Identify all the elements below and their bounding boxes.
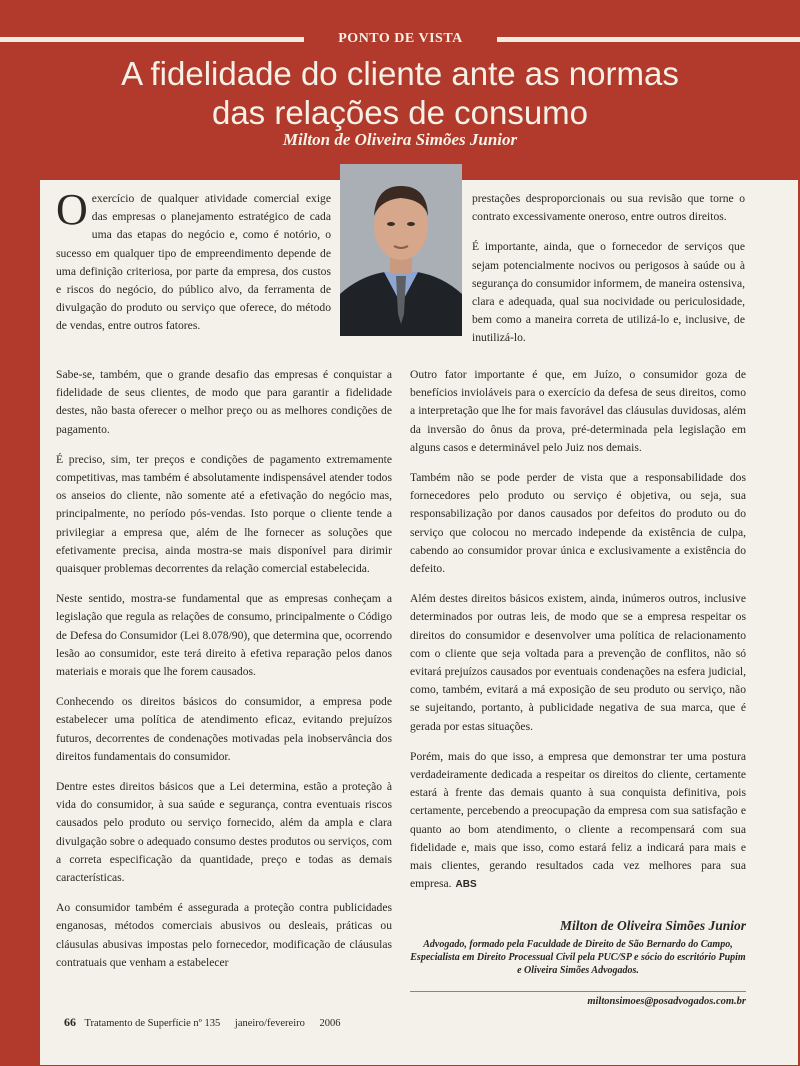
article-title: [40, 54, 760, 132]
paragraph: Dentre estes direitos básicos que a Lei determina, estão a proteção à vida do consumidor, à sua saúde e segurança, contra eventuais riscos causados pelo produto ou serviço fornecido, além da ampla e clara divulgação sobre o adequado consumo destes produtos ou serviços, com a correta especificação da quantidade, preço e todas as demais características.: [56, 780, 392, 885]
paragraph: Também não se pode perder de vista que a responsabilidade dos fornecedores pelo produto ou serviço é objetiva, ou seja, sua responsabilização por danos causados por defeitos do produto ou do serviço que colocou no mercado independe da existência de culpa, cabendo ao consumidor provar única e exclusivamente a existência do defeito.: [410, 471, 746, 576]
section-label: PONTO DE VISTA: [338, 31, 463, 46]
title-line-2: das relações de consumo: [211, 94, 589, 131]
drop-cap: O: [56, 185, 88, 234]
column-right-intro: [472, 190, 745, 360]
issue-months: janeiro/fevereiro: [234, 1018, 305, 1029]
section-header: [0, 30, 800, 48]
column-left: [56, 366, 392, 984]
byline: Milton de Oliveira Simões Junior: [282, 130, 518, 149]
author-email: miltonsimoes@posadvogados.com.br: [410, 991, 746, 1007]
page-number: 66: [64, 1015, 76, 1029]
paragraph: É preciso, sim, ter preços e condições de pagamento extremamente competitivas, mas também é absolutamente indispensável atender todos os anseios do cliente, não somente até a efetivação do negócio mas, principalmente, no período pós-vendas. Isto porque o cliente tende a privilegiar a empresa que, além de lhe fornecer as soluções que efetivamente precisa, ainda mostra-se mais disponível para dirimir quaisquer problemas decorrentes da relação comercial estabelecida.: [56, 452, 392, 576]
portrait-illustration: [340, 164, 462, 336]
intro-text: exercício de qualquer atividade comercial exige das empresas o planejamento estratégico de cada uma das etapas do negócio e, como é notório, o sucesso em qualquer tipo de empreendimento depende de uma definição criteriosa, por parte da empresa, dos custos e riscos do negócio, do público alvo, da ferramenta de divulgação do produto ou serviço que oferece, do método de vendas, entre outros fatores.: [56, 192, 331, 333]
page-footer: [64, 1015, 353, 1030]
issue-year: 2006: [319, 1018, 341, 1029]
paragraph: Sabe-se, também, que o grande desafio das empresas é conquistar a fidelidade de seus clientes, de modo que para garantir a fidelidade destes, não basta oferecer o melhor preço ou as melhores condições de pagamento.: [56, 368, 392, 436]
closing-text: Porém, mais do que isso, a empresa que demonstrar ter uma postura verdadeiramente dedicada a respeitar os direitos do cliente, certamente estará à frente das demais quanto à sua conquista definitiva, pois certamente, percebendo a preocupação da empresa com sua satisfação e quanto ao bom atendimento, o cliente a recompensará com sua fidelidade e, mais que isso, como estará feliz a indicará para mais e mais clientes, gerando resultados cada vez melhores para sua empresa.: [410, 749, 746, 891]
magazine-name: Tratamento de Superfície nº 135: [84, 1018, 221, 1029]
header-rule-right: [497, 37, 800, 42]
author-bio: Advogado, formado pela Faculdade de Direito de São Bernardo do Campo, Especialista em Direito Processual Civil pela PUC/SP e sócio do escritório Pupim e Oliveira Simões Advogados.: [410, 939, 746, 976]
end-mark: ABS: [455, 879, 477, 891]
paragraph: Além destes direitos básicos existem, ainda, inúmeros outros, inclusive determinados por outras leis, de modo que se a empresa respeitar os direitos do consumidor e desenvolver uma política de relacionamento com o cliente que seja voltada para a prevenção de conflitos, não só evitará prejuízos causados por eventuais condenações na esfera judicial, como, também, evitará a má exposição de seu produto ou serviço, não se sujeitando, portanto, à publicidade negativa de sua marca, que é gerada por estas situações.: [410, 592, 746, 733]
intro-paragraph: [56, 185, 331, 336]
paragraph: Outro fator importante é que, em Juízo, o consumidor goza de benefícios invioláveis para o exercício da defesa de seus direitos, como a interpretação que lhe for mais favorável das cláusulas duvidosas, além da inversão do ônus da prova, pré-determinada pela legislação em alguns casos e determinável pelo Juiz nos demais.: [410, 368, 746, 454]
paragraph: Conhecendo os direitos básicos do consumidor, a empresa pode estabelecer uma política de atendimento eficaz, evitando prejuízos futuros, decorrentes de condenações motivadas pela inobservância dos direitos fundamentais do consumidor.: [56, 695, 392, 763]
column-left-intro: [56, 185, 331, 348]
paragraph: É importante, ainda, que o fornecedor de serviços que sejam potencialmente nocivos ou perigosos à saúde ou à segurança do consumidor informem, de maneira ostensiva, clara e adequada, qual sua nocividade ou periculosidade, bem como a maneira correta de utilizá-lo e, inclusive, de inutilizá-lo.: [472, 240, 746, 345]
author-box: [410, 918, 746, 1007]
author-photo: [340, 164, 462, 336]
header-rule-left: [0, 37, 304, 42]
paragraph: Neste sentido, mostra-se fundamental que as empresas conheçam a legislação que regula as relações de consumo, principalmente o Código de Defesa do Consumidor (Lei 8.078/90), que determina que, ocorrendo lesão ao consumidor, este terá direito à efetiva reparação pelos danos materiais e morais que lhe forem causados.: [56, 592, 392, 679]
author-name: Milton de Oliveira Simões Junior: [559, 918, 746, 933]
column-right: [410, 366, 746, 906]
paragraph: prestações desproporcionais ou sua revisão que torne o contrato excessivamente oneroso, entre outros direitos.: [472, 192, 745, 224]
paragraph: [410, 748, 746, 895]
paragraph: Ao consumidor também é assegurada a proteção contra publicidades enganosas, métodos comerciais abusivos ou desleais, práticas ou cláusulas abusivas impostas pelo fornecedor, modificação de cláusulas contratuais que venham a estabelecer: [56, 901, 392, 969]
title-line-1: A fidelidade do cliente ante as normas: [121, 55, 679, 92]
